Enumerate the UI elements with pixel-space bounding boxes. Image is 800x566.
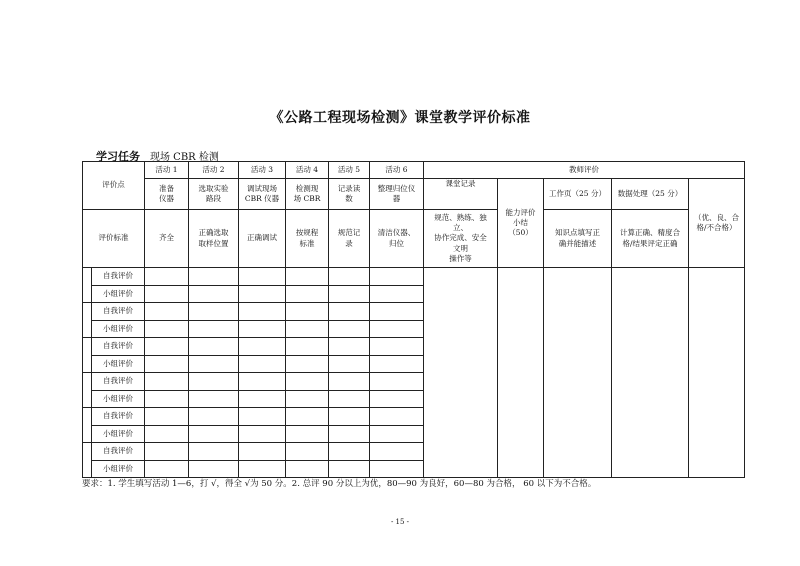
class-record-standard: 规范、熟练、独 立、 协作完成、安全 文明 操作等 [424,210,498,268]
activity-check-cell[interactable] [329,338,370,356]
page-number: - 15 - [390,518,410,526]
group-eval-label: 小组评价 [92,285,145,303]
activity-standard: 齐全 [145,210,189,268]
group-marker-cell [83,408,92,443]
activity-check-cell[interactable] [329,285,370,303]
activity-check-cell[interactable] [239,303,286,321]
group-eval-label: 小组评价 [92,355,145,373]
activity-check-cell[interactable] [189,338,239,356]
activity-check-cell[interactable] [239,285,286,303]
activity-check-cell[interactable] [239,443,286,461]
activity-check-cell[interactable] [286,338,329,356]
activity-name: 记录读 数 [329,179,370,210]
activity-standard: 按规程 标准 [286,210,329,268]
activity-check-cell[interactable] [286,303,329,321]
activity-header: 活动 5 [329,162,370,179]
group-marker-cell [83,443,92,478]
activity-check-cell[interactable] [239,338,286,356]
activity-check-cell[interactable] [189,425,239,443]
activity-check-cell[interactable] [370,338,424,356]
activity-check-cell[interactable] [370,425,424,443]
activity-check-cell[interactable] [189,408,239,426]
activity-header: 活动 2 [189,162,239,179]
activity-name: 选取实验 路段 [189,179,239,210]
activity-standard: 正确选取 取样位置 [189,210,239,268]
activity-standard: 规范记 录 [329,210,370,268]
activity-check-cell[interactable] [145,408,189,426]
activity-standard: 清洁仪器、 归位 [370,210,424,268]
grade-header: （优、良、合 格/不合格） [689,179,745,268]
worksheet-standard: 知识点填写正 确并能描述 [544,210,612,268]
activity-check-cell[interactable] [286,443,329,461]
activity-standard: 正确调试 [239,210,286,268]
activity-check-cell[interactable] [370,320,424,338]
activity-check-cell[interactable] [286,355,329,373]
activity-check-cell[interactable] [145,425,189,443]
activity-check-cell[interactable] [189,443,239,461]
activity-check-cell[interactable] [329,303,370,321]
teacher-eval-header: 教师评价 [424,162,745,179]
activity-header: 活动 6 [370,162,424,179]
activity-check-cell[interactable] [239,320,286,338]
activity-check-cell[interactable] [286,390,329,408]
self-eval-label: 自我评价 [92,303,145,321]
activity-check-cell[interactable] [370,373,424,391]
activity-check-cell[interactable] [286,285,329,303]
task-label: 学习任务 [96,150,140,163]
activity-name: 整理归位仪 器 [370,179,424,210]
activity-check-cell[interactable] [189,268,239,286]
activity-check-cell[interactable] [329,390,370,408]
ability-summary-header: 能力评价 小结 （50） [498,179,544,268]
activity-check-cell[interactable] [370,443,424,461]
activity-check-cell[interactable] [145,268,189,286]
group-eval-label: 小组评价 [92,425,145,443]
activity-name: 检测现 场 CBR [286,179,329,210]
activity-name: 准备 仪器 [145,179,189,210]
data-processing-header: 数据处理（25 分） [612,179,689,210]
activity-check-cell[interactable] [239,355,286,373]
activity-check-cell[interactable] [329,355,370,373]
activity-check-cell[interactable] [239,408,286,426]
activity-check-cell[interactable] [145,303,189,321]
activity-check-cell[interactable] [329,320,370,338]
worksheet-cell[interactable] [544,268,612,478]
activity-check-cell[interactable] [145,285,189,303]
activity-check-cell[interactable] [239,460,286,478]
activity-check-cell[interactable] [370,355,424,373]
data-processing-standard: 计算正确、精度合 格/结果评定正确 [612,210,689,268]
activity-check-cell[interactable] [145,390,189,408]
activity-check-cell[interactable] [370,303,424,321]
activity-header: 活动 1 [145,162,189,179]
activity-check-cell[interactable] [189,460,239,478]
activity-check-cell[interactable] [286,408,329,426]
activity-check-cell[interactable] [370,460,424,478]
group-marker-cell [83,338,92,373]
activity-check-cell[interactable] [370,285,424,303]
self-eval-label: 自我评价 [92,373,145,391]
worksheet-header: 工作页（25 分） [544,179,612,210]
requirement-note: 要求：1. 学生填写活动 1—6，打 √，得全 √为 50 分。2. 总评 90 分以上为优，80—90 为良好，60—80 为合格， 60 以下为不合格。 [82,479,597,489]
page-title: 《公路工程现场检测》课堂教学评价标准 [269,110,531,126]
activity-check-cell[interactable] [370,268,424,286]
self-eval-label: 自我评价 [92,408,145,426]
activity-check-cell[interactable] [189,303,239,321]
activity-check-cell[interactable] [286,320,329,338]
activity-check-cell[interactable] [370,408,424,426]
activity-header: 活动 3 [239,162,286,179]
activity-check-cell[interactable] [329,373,370,391]
self-eval-label: 自我评价 [92,443,145,461]
self-eval-label: 自我评价 [92,338,145,356]
activity-check-cell[interactable] [189,373,239,391]
activity-check-cell[interactable] [239,425,286,443]
grade-cell[interactable] [689,268,745,478]
activity-check-cell[interactable] [286,373,329,391]
activity-check-cell[interactable] [370,390,424,408]
activity-check-cell[interactable] [189,320,239,338]
eval-rows [83,268,745,478]
eval-standard-header: 评价标准 [83,210,145,268]
activity-check-cell[interactable] [145,338,189,356]
activity-check-cell[interactable] [145,355,189,373]
evaluation-table [82,161,745,478]
task-value: 现场 CBR 检测 [150,152,219,163]
activity-check-cell[interactable] [286,425,329,443]
activity-check-cell[interactable] [239,390,286,408]
group-marker-cell [83,303,92,338]
group-marker-cell [83,373,92,408]
activity-check-cell[interactable] [286,268,329,286]
group-eval-label: 小组评价 [92,460,145,478]
group-eval-label: 小组评价 [92,320,145,338]
table-row [83,268,745,286]
group-marker-cell [83,268,92,303]
data-processing-cell[interactable] [612,268,689,478]
activity-check-cell[interactable] [189,355,239,373]
activity-check-cell[interactable] [329,460,370,478]
class-record-header: 课堂记录 [424,179,498,210]
activity-check-cell[interactable] [145,460,189,478]
activity-check-cell[interactable] [189,390,239,408]
activity-check-cell[interactable] [145,320,189,338]
activity-check-cell[interactable] [329,443,370,461]
activity-check-cell[interactable] [239,373,286,391]
eval-point-header: 评价点 [83,162,145,210]
activity-check-cell[interactable] [329,425,370,443]
activity-check-cell[interactable] [145,443,189,461]
group-eval-label: 小组评价 [92,390,145,408]
activity-check-cell[interactable] [145,373,189,391]
activity-check-cell[interactable] [286,460,329,478]
activity-check-cell[interactable] [239,268,286,286]
activity-check-cell[interactable] [329,408,370,426]
activity-name: 调试现场 CBR 仪器 [239,179,286,210]
activity-check-cell[interactable] [189,285,239,303]
activity-header: 活动 4 [286,162,329,179]
class-record-cell[interactable] [424,268,498,478]
ability-summary-cell[interactable] [498,268,544,478]
self-eval-label: 自我评价 [92,268,145,286]
activity-check-cell[interactable] [329,268,370,286]
